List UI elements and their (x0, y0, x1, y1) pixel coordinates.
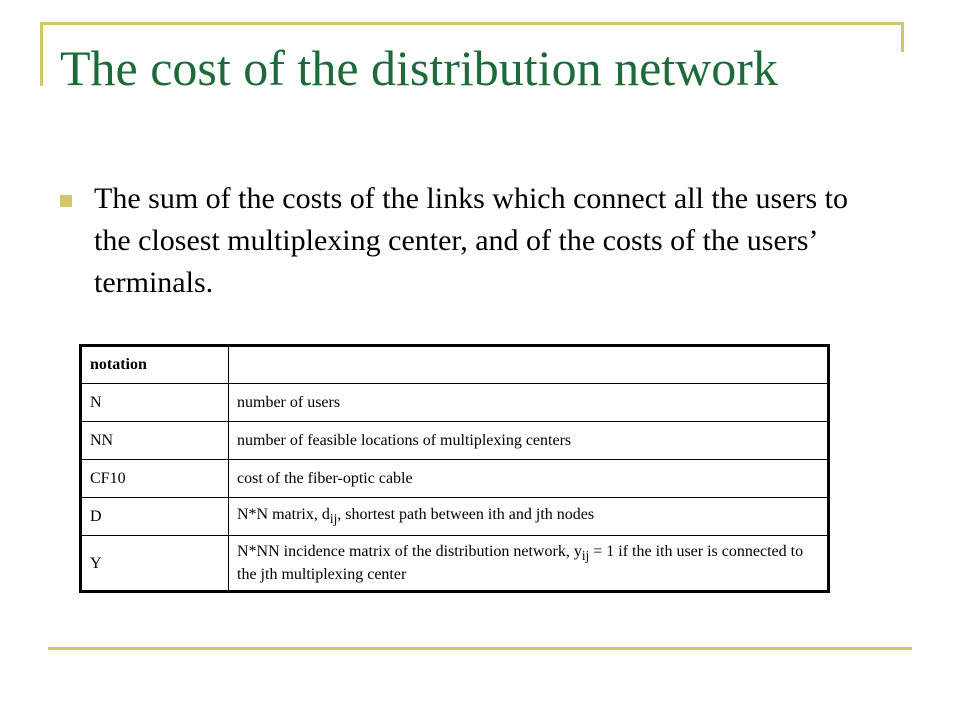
description-text: N*NN incidence matrix of the distribution network, y (237, 542, 582, 560)
table-header-row (81, 346, 829, 384)
square-bullet-icon (60, 195, 72, 207)
notation-symbol: Y (81, 536, 229, 592)
table-row (81, 460, 829, 498)
notation-description: number of users (229, 384, 829, 422)
decorative-top-line (40, 22, 904, 25)
table-header-cell: notation (81, 346, 229, 384)
slide-title: The cost of the distribution network (60, 40, 778, 96)
notation-symbol: NN (81, 422, 229, 460)
subscript: ij (329, 511, 338, 527)
decorative-right-line (901, 22, 904, 52)
table-row (81, 536, 829, 592)
table-row (81, 384, 829, 422)
notation-description (229, 498, 829, 536)
notation-description: cost of the fiber-optic cable (229, 460, 829, 498)
description-text: N*N matrix, d (237, 505, 330, 523)
notation-table (79, 344, 830, 593)
decorative-bottom-line (48, 647, 912, 650)
notation-symbol: D (81, 498, 229, 536)
table-header-cell-empty (229, 346, 829, 384)
decorative-left-line (40, 22, 43, 86)
table-row (81, 498, 829, 536)
notation-description: number of feasible locations of multiplexing centers (229, 422, 829, 460)
notation-symbol: CF10 (81, 460, 229, 498)
table-row (81, 422, 829, 460)
description-text: , shortest path between ith and jth nodes (337, 505, 595, 523)
notation-description (229, 536, 829, 592)
subscript: ij (581, 548, 590, 564)
description-text: = 1 if the ith user is connected to the jth multiplexing center (237, 542, 804, 584)
bullet-item (60, 178, 880, 304)
bullet-text: The sum of the costs of the links which connect all the users to the closest multiplexing center, and of the costs of the users’ terminals. (94, 182, 848, 299)
notation-symbol: N (81, 384, 229, 422)
